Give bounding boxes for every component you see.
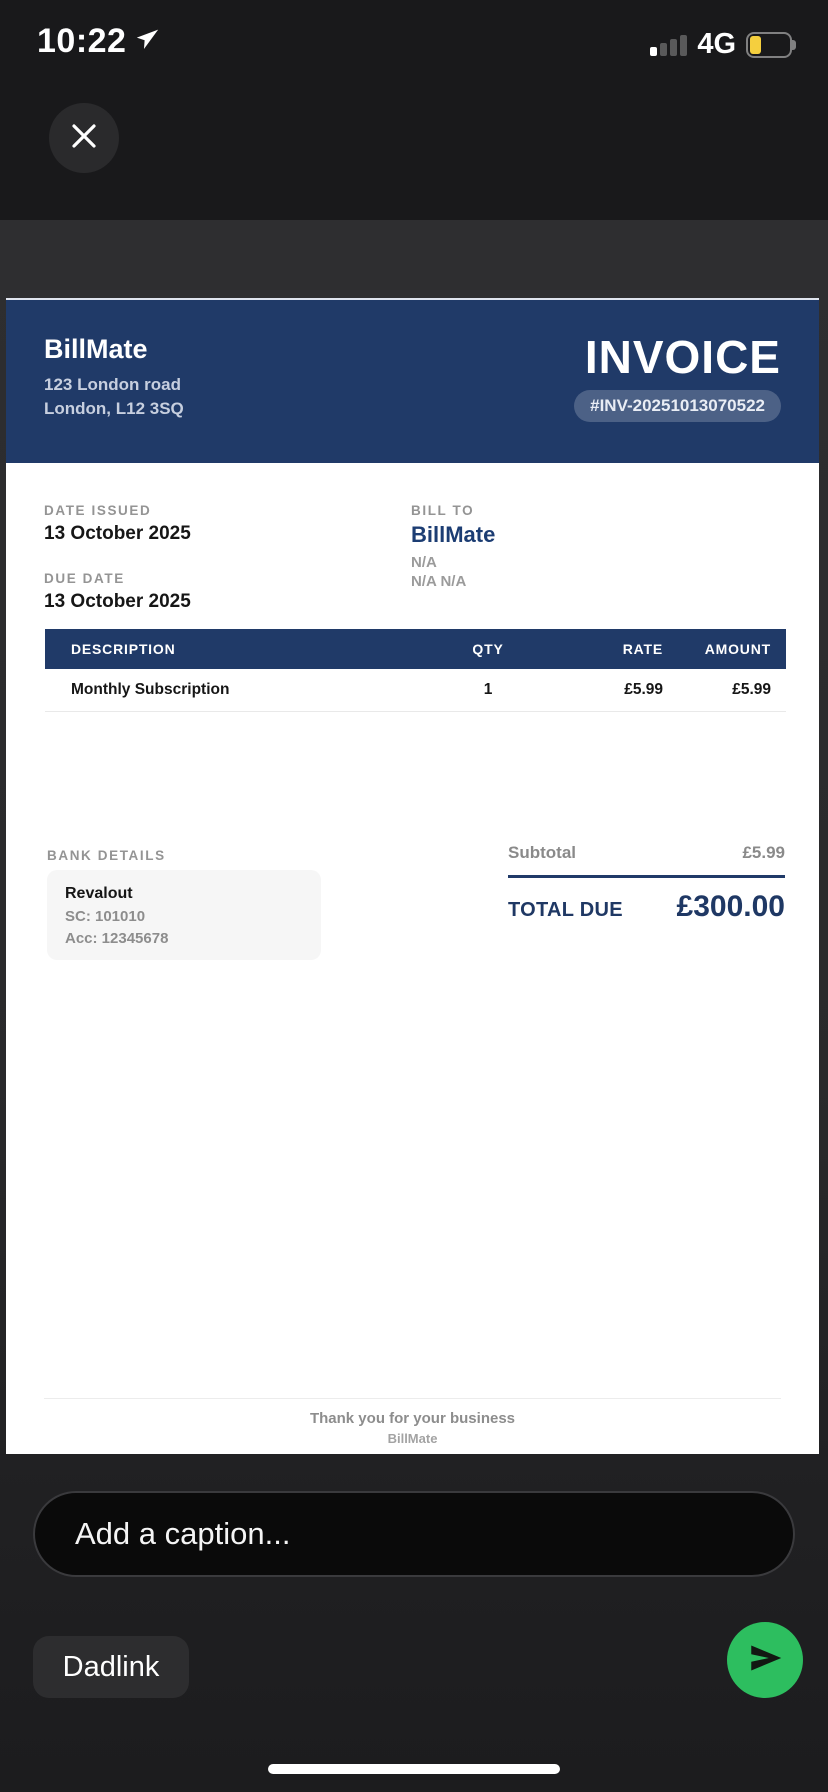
header-qty: QTY (472, 641, 504, 657)
close-icon (67, 119, 101, 158)
home-indicator[interactable] (268, 1764, 560, 1774)
due-date-label: DUE DATE (44, 571, 125, 586)
invoice-attachment-preview (6, 298, 819, 1454)
invoice-company-block (44, 334, 184, 463)
invoice-footer (6, 1410, 819, 1446)
recipient-chip[interactable] (33, 1636, 189, 1698)
recipient-chip-label: Dadlink (62, 1650, 160, 1683)
status-time: 10:22 (37, 22, 127, 60)
company-name: BillMate (44, 334, 148, 364)
status-bar (0, 0, 828, 70)
due-date-value: 13 October 2025 (44, 591, 191, 612)
battery-icon (746, 32, 798, 58)
send-button[interactable] (727, 1622, 803, 1698)
bank-account-number: Acc: 12345678 (65, 930, 169, 947)
footer-company: BillMate (387, 1431, 438, 1446)
subtotal-label: Subtotal (508, 843, 576, 862)
cellular-signal-icon (650, 34, 687, 56)
status-right-cluster (650, 28, 798, 61)
cell-amount: £5.99 (732, 681, 771, 698)
company-address-line2: London, L12 3SQ (44, 398, 184, 418)
invoice-dates-block (44, 503, 191, 613)
header-amount: AMOUNT (704, 641, 771, 657)
invoice-title: INVOICE (584, 331, 781, 383)
bank-details-label: BANK DETAILS (47, 848, 166, 863)
invoice-footer-divider (44, 1398, 781, 1399)
date-issued-label: DATE ISSUED (44, 503, 152, 518)
invoice-number-badge: #INV-20251013070522 (574, 390, 781, 422)
subtotal-value: £5.99 (742, 843, 785, 862)
invoice-title-block (574, 331, 781, 463)
caption-input[interactable] (35, 1493, 793, 1575)
bank-details-box (47, 870, 321, 960)
date-issued-value: 13 October 2025 (44, 523, 191, 544)
close-button[interactable] (49, 103, 119, 173)
cell-description: Monthly Subscription (71, 681, 230, 698)
table-row (45, 669, 786, 712)
bill-to-name: BillMate (411, 522, 496, 547)
totals-divider (508, 875, 785, 878)
company-address-line1: 123 London road (44, 375, 181, 394)
location-arrow-icon (134, 26, 160, 57)
bill-to-label: BILL TO (411, 503, 475, 518)
header-description: DESCRIPTION (71, 641, 176, 657)
bank-name: Revalout (65, 885, 133, 902)
line-items-table (45, 629, 786, 712)
bill-to-line1: N/A (411, 554, 437, 571)
bank-sort-code: SC: 101010 (65, 908, 146, 925)
caption-field[interactable] (33, 1491, 795, 1577)
header-rate: RATE (622, 641, 663, 657)
totals-block (508, 843, 785, 924)
invoice-header (6, 298, 819, 463)
bill-to-line2: N/A N/A (411, 572, 467, 590)
total-due-label: TOTAL DUE (508, 899, 623, 921)
cell-rate: £5.99 (624, 681, 663, 698)
bill-to-block (411, 503, 495, 592)
footer-thank-you: Thank you for your business (309, 1410, 516, 1427)
network-type-label: 4G (697, 28, 736, 60)
send-icon (745, 1638, 785, 1683)
cell-qty: 1 (483, 681, 493, 698)
total-due-value: £300.00 (676, 890, 785, 923)
table-header-row (45, 629, 786, 669)
